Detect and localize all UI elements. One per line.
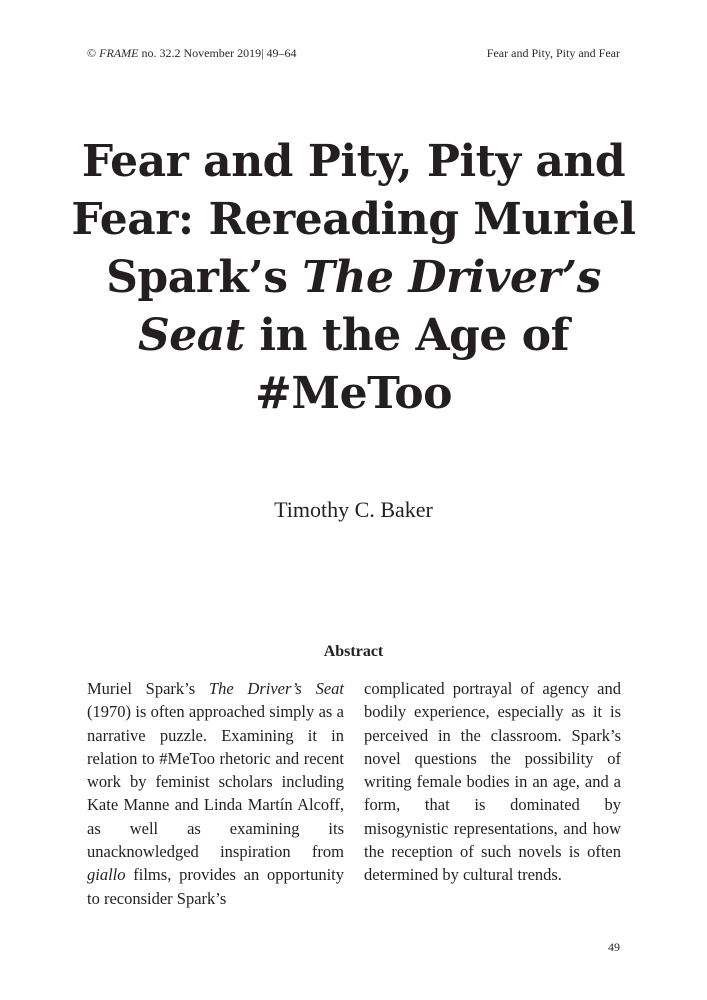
title-part-2: in the Age of #MeToo [244,310,570,419]
title-italic-part: The Driver’s Seat [137,252,601,361]
abstract-italic-1: The Driver’s Seat [208,679,344,698]
journal-name: FRAME [99,46,139,60]
page-number: 49 [608,940,620,954]
issue-info: no. 32.2 November 2019| 49–64 [141,46,297,60]
abstract-italic-2: giallo [87,865,126,885]
article-title [60,133,647,423]
running-title: Fear and Pity, Pity and Fear [486,46,620,60]
abstract-text-1: Muriel Spark’s [87,679,209,698]
abstract-column-left [87,677,344,910]
title-part-1: Fear and Pity, Pity and Fear: Rereading Muriel Spark’s [71,136,636,303]
abstract-text-2: (1970) is often approached simply as a narrative puzzle. Examining it in relation to #MeToo rhetoric and recent work by feminist scholars including Kate Manne and Linda Martín Alcoff, as well as examining its unacknowledged inspiration from [87,702,344,862]
abstract-column-right: complicated portrayal of agency and bodily experience, especially as it is perceived in the classroom. Spark’s novel questions the possibility of writing female bodies in an age, and a form, that is dominated by misogynistic representations, and how the reception of such novels is often determined by cultural trends. [364,679,621,885]
author-name: Timothy C. Baker [274,497,433,522]
copyright-symbol: © [87,46,97,60]
journal-citation [87,46,297,61]
abstract-text-3: films, provides an opportunity to reconsider Spark’s [87,865,344,908]
abstract-heading: Abstract [323,643,384,660]
